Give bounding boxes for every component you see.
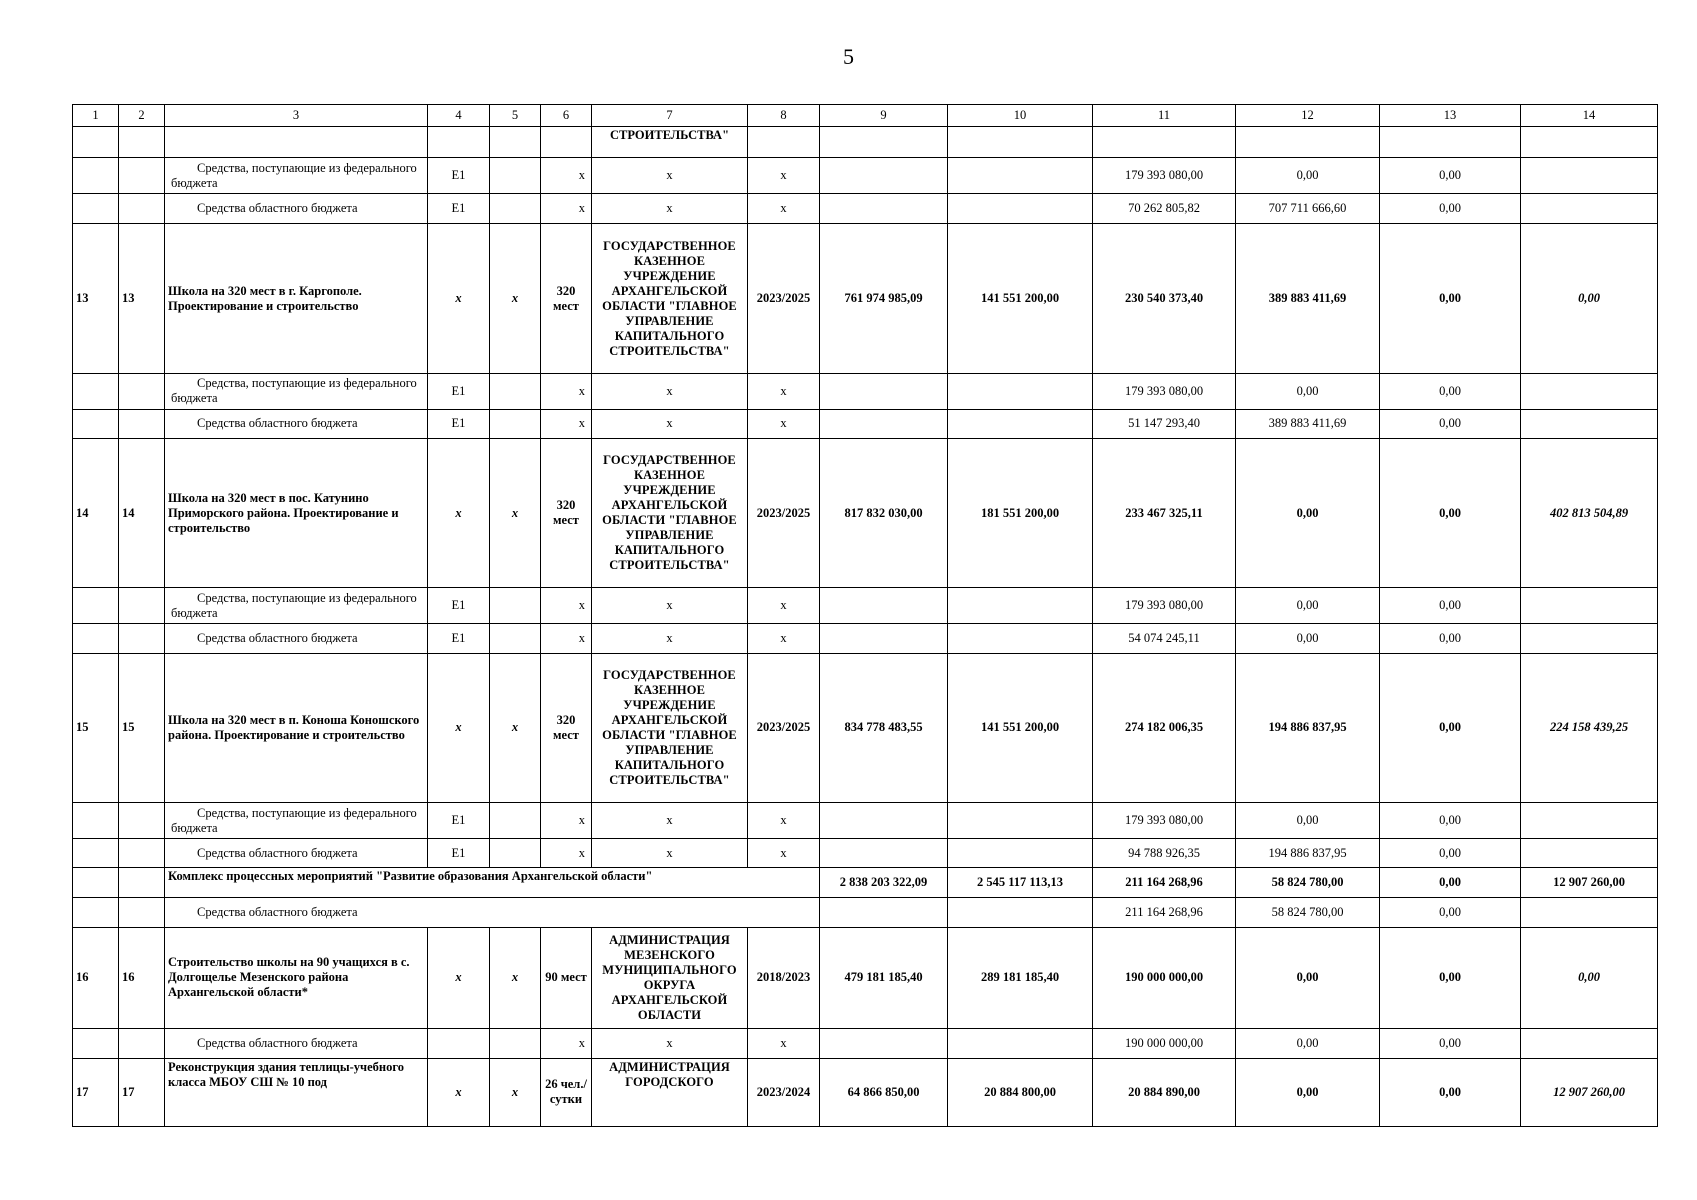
row-number: 15	[119, 653, 165, 802]
amount-cell: 0,00	[1380, 224, 1521, 373]
amount-cell: 64 866 850,00	[820, 1058, 948, 1126]
funding-row	[73, 373, 1658, 409]
amount-cell: 0,00	[1236, 438, 1380, 587]
mark-cell: х	[592, 839, 748, 868]
amount-cell: 20 884 800,00	[948, 1058, 1093, 1126]
amount-cell: 817 832 030,00	[820, 438, 948, 587]
amount-cell: 190 000 000,00	[1093, 928, 1236, 1028]
header-cell: 11	[1093, 105, 1236, 127]
mark-cell: х	[490, 653, 541, 802]
amount-cell: 179 393 080,00	[1093, 588, 1236, 624]
project-name: Реконструкция здания теплицы-учебного класса МБОУ СШ № 10 под	[165, 1058, 428, 1126]
amount-cell: 289 181 185,40	[948, 928, 1093, 1028]
amount-cell: 0,00	[1521, 224, 1658, 373]
header-cell: 3	[165, 105, 428, 127]
mark-cell: х	[748, 802, 820, 838]
funding-label: Средства, поступающие из федерального бюджета	[165, 158, 428, 194]
amount-cell: 707 711 666,60	[1236, 194, 1380, 224]
header-row	[73, 105, 1658, 127]
mark-cell: х	[748, 409, 820, 438]
amount-cell: 0,00	[1380, 373, 1521, 409]
mark-cell: х	[541, 624, 592, 653]
amount-cell: 0,00	[1236, 373, 1380, 409]
mark-cell: х	[490, 928, 541, 1028]
code-cell: Е1	[428, 158, 490, 194]
amount-cell: 0,00	[1380, 624, 1521, 653]
mark-cell: х	[748, 373, 820, 409]
row-number: 13	[119, 224, 165, 373]
amount-cell: 190 000 000,00	[1093, 1028, 1236, 1058]
mark-cell: х	[748, 1028, 820, 1058]
customer-cell: ГОСУДАРСТВЕННОЕ КАЗЕННОЕ УЧРЕЖДЕНИЕ АРХАНГЕЛЬСКОЙ ОБЛАСТИ "ГЛАВНОЕ УПРАВЛЕНИЕ КАПИТАЛЬНОГО СТРОИТЕЛЬСТВА"	[592, 224, 748, 373]
amount-cell: 194 886 837,95	[1236, 653, 1380, 802]
mark-cell: х	[592, 802, 748, 838]
amount-cell: 0,00	[1380, 898, 1521, 928]
mark-cell: х	[490, 1058, 541, 1126]
period-cell: 2023/2025	[748, 224, 820, 373]
amount-cell: 94 788 926,35	[1093, 839, 1236, 868]
mark-cell: х	[592, 624, 748, 653]
customer-cell: АДМИНИСТРАЦИЯ ГОРОДСКОГО	[592, 1058, 748, 1126]
funding-label: Средства областного бюджета	[165, 194, 428, 224]
mark-cell: х	[428, 438, 490, 587]
amount-cell: 58 824 780,00	[1236, 898, 1380, 928]
project-name: Школа на 320 мест в п. Коноша Коношского района. Проектирование и строительство	[165, 653, 428, 802]
amount-cell: 479 181 185,40	[820, 928, 948, 1028]
project-row	[73, 928, 1658, 1028]
funding-label: Средства, поступающие из федерального бюджета	[165, 373, 428, 409]
amount-cell: 0,00	[1236, 1028, 1380, 1058]
funding-row	[73, 898, 1658, 928]
amount-cell: 0,00	[1380, 653, 1521, 802]
amount-cell: 230 540 373,40	[1093, 224, 1236, 373]
mark-cell: х	[490, 224, 541, 373]
customer-cell: СТРОИТЕЛЬСТВА"	[592, 127, 748, 158]
header-cell: 8	[748, 105, 820, 127]
mark-cell: х	[541, 373, 592, 409]
project-row	[73, 224, 1658, 373]
complex-summary-row	[73, 868, 1658, 898]
mark-cell: х	[748, 194, 820, 224]
code-cell: Е1	[428, 409, 490, 438]
amount-cell: 70 262 805,82	[1093, 194, 1236, 224]
row-number: 16	[119, 928, 165, 1028]
amount-cell: 211 164 268,96	[1093, 898, 1236, 928]
amount-cell: 0,00	[1380, 802, 1521, 838]
mark-cell: х	[541, 158, 592, 194]
amount-cell: 0,00	[1521, 928, 1658, 1028]
header-cell: 10	[948, 105, 1093, 127]
funding-label: Средства областного бюджета	[165, 1028, 428, 1058]
funding-label: Средства областного бюджета	[165, 898, 820, 928]
header-cell: 6	[541, 105, 592, 127]
row-number: 17	[119, 1058, 165, 1126]
amount-cell: 0,00	[1380, 194, 1521, 224]
amount-cell: 141 551 200,00	[948, 653, 1093, 802]
funding-row	[73, 158, 1658, 194]
mark-cell: х	[748, 158, 820, 194]
capacity-cell: 320 мест	[541, 438, 592, 587]
amount-cell: 233 467 325,11	[1093, 438, 1236, 587]
row-number: 14	[73, 438, 119, 587]
project-name: Школа на 320 мест в г. Каргополе. Проектирование и строительство	[165, 224, 428, 373]
header-cell: 14	[1521, 105, 1658, 127]
header-cell: 13	[1380, 105, 1521, 127]
mark-cell: х	[428, 224, 490, 373]
mark-cell: х	[490, 438, 541, 587]
row-number: 15	[73, 653, 119, 802]
capacity-cell: 26 чел./сутки	[541, 1058, 592, 1126]
funding-label: Средства областного бюджета	[165, 624, 428, 653]
mark-cell: х	[748, 624, 820, 653]
amount-cell: 54 074 245,11	[1093, 624, 1236, 653]
amount-cell: 12 907 260,00	[1521, 868, 1658, 898]
mark-cell: х	[748, 839, 820, 868]
period-cell: 2023/2025	[748, 438, 820, 587]
period-cell: 2018/2023	[748, 928, 820, 1028]
amount-cell: 179 393 080,00	[1093, 158, 1236, 194]
mark-cell: х	[541, 802, 592, 838]
funding-row	[73, 194, 1658, 224]
customer-cell: ГОСУДАРСТВЕННОЕ КАЗЕННОЕ УЧРЕЖДЕНИЕ АРХАНГЕЛЬСКОЙ ОБЛАСТИ "ГЛАВНОЕ УПРАВЛЕНИЕ КАПИТАЛЬНОГО СТРОИТЕЛЬСТВА"	[592, 653, 748, 802]
funding-row	[73, 1028, 1658, 1058]
amount-cell: 2 545 117 113,13	[948, 868, 1093, 898]
amount-cell: 211 164 268,96	[1093, 868, 1236, 898]
amount-cell: 51 147 293,40	[1093, 409, 1236, 438]
amount-cell: 20 884 890,00	[1093, 1058, 1236, 1126]
amount-cell: 0,00	[1380, 868, 1521, 898]
row-number: 14	[119, 438, 165, 587]
funding-row	[73, 588, 1658, 624]
project-row	[73, 438, 1658, 587]
capacity-cell: 320 мест	[541, 224, 592, 373]
funding-label: Средства, поступающие из федерального бюджета	[165, 802, 428, 838]
row-number: 16	[73, 928, 119, 1028]
amount-cell: 194 886 837,95	[1236, 839, 1380, 868]
amount-cell: 0,00	[1380, 1028, 1521, 1058]
amount-cell: 0,00	[1380, 1058, 1521, 1126]
code-cell: Е1	[428, 194, 490, 224]
complex-title: Комплекс процессных мероприятий "Развитие образования Архангельской области"	[165, 868, 820, 898]
amount-cell: 0,00	[1380, 839, 1521, 868]
period-cell: 2023/2024	[748, 1058, 820, 1126]
mark-cell: х	[428, 1058, 490, 1126]
header-cell: 9	[820, 105, 948, 127]
amount-cell: 0,00	[1236, 158, 1380, 194]
header-cell: 2	[119, 105, 165, 127]
amount-cell: 0,00	[1236, 802, 1380, 838]
mark-cell: х	[592, 158, 748, 194]
amount-cell: 179 393 080,00	[1093, 373, 1236, 409]
amount-cell: 0,00	[1236, 928, 1380, 1028]
amount-cell: 0,00	[1380, 928, 1521, 1028]
header-cell: 7	[592, 105, 748, 127]
customer-cell: ГОСУДАРСТВЕННОЕ КАЗЕННОЕ УЧРЕЖДЕНИЕ АРХАНГЕЛЬСКОЙ ОБЛАСТИ "ГЛАВНОЕ УПРАВЛЕНИЕ КАПИТАЛЬНОГО СТРОИТЕЛЬСТВА"	[592, 438, 748, 587]
header-cell: 5	[490, 105, 541, 127]
amount-cell: 389 883 411,69	[1236, 409, 1380, 438]
amount-cell: 389 883 411,69	[1236, 224, 1380, 373]
row-number: 17	[73, 1058, 119, 1126]
mark-cell: х	[541, 1028, 592, 1058]
mark-cell: х	[541, 194, 592, 224]
amount-cell: 0,00	[1380, 588, 1521, 624]
project-row	[73, 1058, 1658, 1126]
funding-row	[73, 624, 1658, 653]
amount-cell: 141 551 200,00	[948, 224, 1093, 373]
amount-cell: 12 907 260,00	[1521, 1058, 1658, 1126]
amount-cell: 0,00	[1380, 158, 1521, 194]
code-cell: Е1	[428, 802, 490, 838]
amount-cell: 274 182 006,35	[1093, 653, 1236, 802]
project-name: Строительство школы на 90 учащихся в с. Долгощелье Мезенского района Архангельской области*	[165, 928, 428, 1028]
mark-cell: х	[428, 928, 490, 1028]
funding-label: Средства областного бюджета	[165, 409, 428, 438]
funding-row	[73, 802, 1658, 838]
amount-cell: 0,00	[1236, 1058, 1380, 1126]
project-row	[73, 653, 1658, 802]
mark-cell: х	[592, 409, 748, 438]
mark-cell: х	[748, 588, 820, 624]
amount-cell: 0,00	[1380, 409, 1521, 438]
amount-cell: 2 838 203 322,09	[820, 868, 948, 898]
funding-row	[73, 839, 1658, 868]
funding-row	[73, 409, 1658, 438]
amount-cell: 179 393 080,00	[1093, 802, 1236, 838]
mark-cell: х	[592, 1028, 748, 1058]
mark-cell: х	[592, 194, 748, 224]
period-cell: 2023/2025	[748, 653, 820, 802]
mark-cell: х	[541, 409, 592, 438]
header-cell: 1	[73, 105, 119, 127]
mark-cell: х	[541, 839, 592, 868]
capacity-cell: 320 мест	[541, 653, 592, 802]
amount-cell: 0,00	[1236, 624, 1380, 653]
amount-cell: 761 974 985,09	[820, 224, 948, 373]
code-cell: Е1	[428, 373, 490, 409]
amount-cell: 402 813 504,89	[1521, 438, 1658, 587]
row-number: 13	[73, 224, 119, 373]
code-cell: Е1	[428, 588, 490, 624]
budget-table	[72, 104, 1658, 1127]
mark-cell: х	[592, 373, 748, 409]
mark-cell: х	[428, 653, 490, 802]
funding-label: Средства областного бюджета	[165, 839, 428, 868]
mark-cell: х	[592, 588, 748, 624]
continuation-row	[73, 127, 1658, 158]
amount-cell: 58 824 780,00	[1236, 868, 1380, 898]
header-cell: 4	[428, 105, 490, 127]
customer-cell: АДМИНИСТРАЦИЯ МЕЗЕНСКОГО МУНИЦИПАЛЬНОГО ОКРУГА АРХАНГЕЛЬСКОЙ ОБЛАСТИ	[592, 928, 748, 1028]
page-number: 5	[843, 44, 854, 69]
project-name: Школа на 320 мест в пос. Катунино Приморского района. Проектирование и строительство	[165, 438, 428, 587]
capacity-cell: 90 мест	[541, 928, 592, 1028]
header-cell: 12	[1236, 105, 1380, 127]
amount-cell: 224 158 439,25	[1521, 653, 1658, 802]
code-cell: Е1	[428, 839, 490, 868]
amount-cell: 181 551 200,00	[948, 438, 1093, 587]
amount-cell: 834 778 483,55	[820, 653, 948, 802]
mark-cell: х	[541, 588, 592, 624]
funding-label: Средства, поступающие из федерального бюджета	[165, 588, 428, 624]
code-cell: Е1	[428, 624, 490, 653]
amount-cell: 0,00	[1380, 438, 1521, 587]
amount-cell: 0,00	[1236, 588, 1380, 624]
